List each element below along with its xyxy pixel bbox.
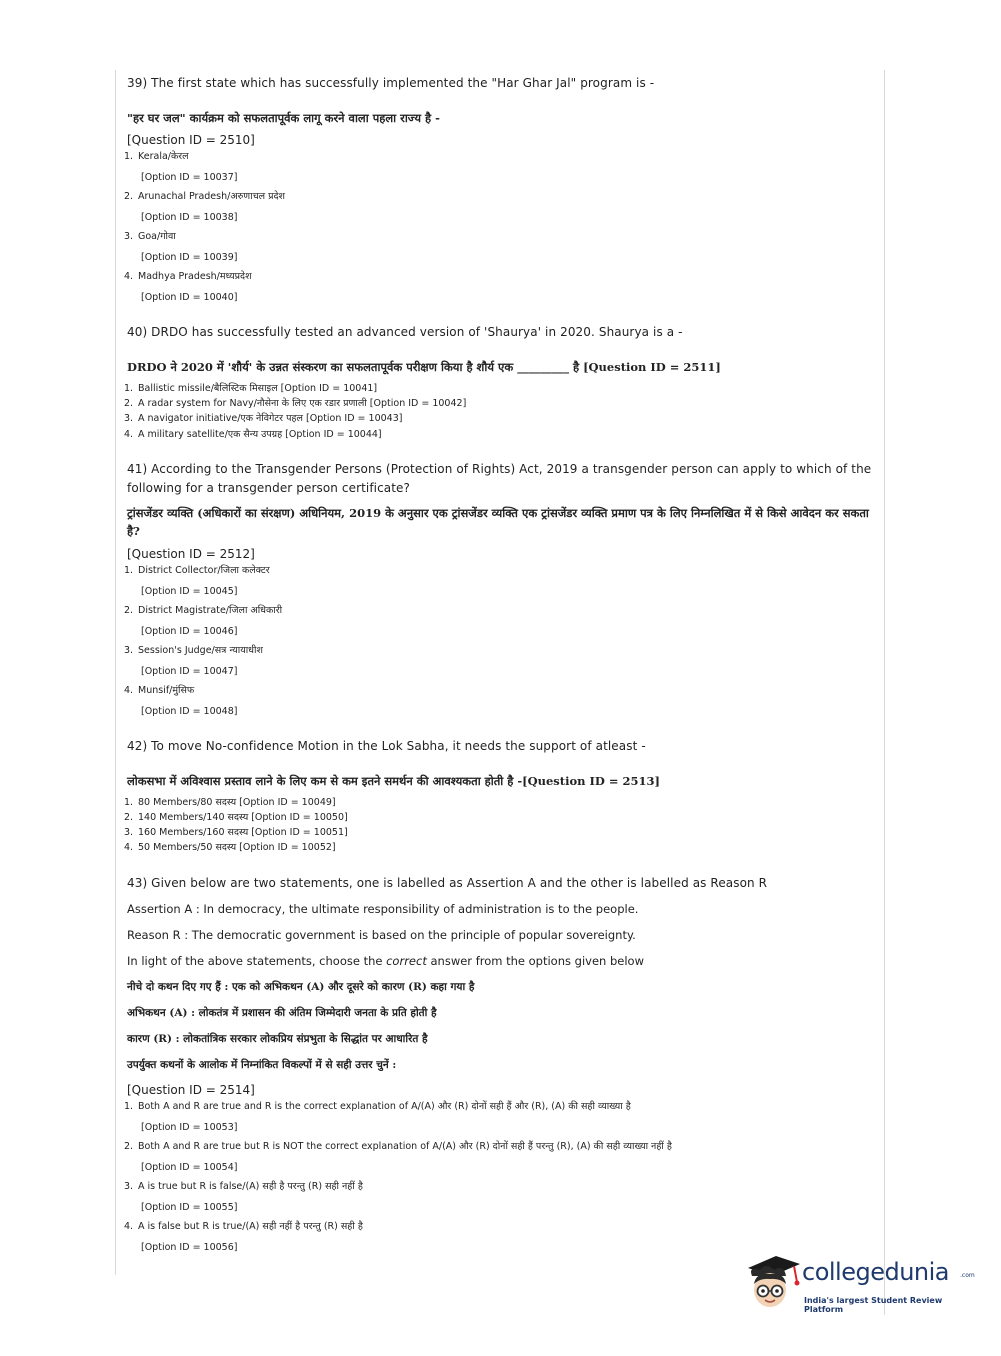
option-id: [Option ID = 10039]	[141, 252, 238, 263]
question-39-hindi: "हर घर जल" कार्यक्रम को सफलतापूर्वक लागू करने वाला पहला राज्य है -	[127, 111, 440, 125]
hindi-reason: कारण (R) : लोकतांत्रिक सरकार लोकप्रिय संप्रभुता के सिद्धांत पर आधारित है	[127, 1032, 428, 1045]
logo-name: collegedunia	[802, 1258, 950, 1286]
option-item: 2. Both A and R are true but R is NOT the correct explanation of A/(A) और (R) दोनों सही हैं परन्तु (R), (A) की सही व्याख्या नहीं है	[124, 1140, 672, 1152]
option-id: [Option ID = 10045]	[141, 585, 238, 597]
option-item: 4. 50 Members/50 सदस्य [Option ID = 10052]	[124, 842, 336, 854]
option-id: [Option ID = 10056]	[141, 1241, 238, 1253]
question-content	[124, 74, 877, 1259]
page-border-right	[884, 70, 885, 1315]
question-40-title: 40) DRDO has successfully tested an advanced version of 'Shaurya' in 2020. Shaurya is a -	[127, 325, 683, 339]
question-42	[124, 737, 877, 874]
collegedunia-logo[interactable]	[742, 1250, 975, 1320]
question-41-hindi: ट्रांसजेंडर व्यक्ति (अधिकारों का संरक्षण) अधिनियम, 2019 के अनुसार एक ट्रांसजेंडर व्यक्ति एक ट्रांसजेंडर व्यक्ति प्रमाण पत्र के लिए निम्नलिखित में से किसे आवेदन कर सकता है?	[127, 505, 869, 538]
option-item: 1. 80 Members/80 सदस्य [Option ID = 10049]	[124, 796, 336, 808]
page-border-left	[115, 70, 116, 1275]
option-item: 4. A military satellite/एक सैन्य उपग्रह [Option ID = 10044]	[124, 428, 382, 440]
option-id: [Option ID = 10048]	[141, 705, 238, 717]
question-39	[124, 74, 877, 305]
option-item: 3. Goa/गोवा	[124, 231, 176, 242]
option-item: 1. District Collector/जिला कलेक्टर	[124, 564, 270, 576]
option-id: [Option ID = 10046]	[141, 625, 238, 637]
question-42-hindi: लोकसभा में अविश्वास प्रस्ताव लाने के लिए कम से कम इतने समर्थन की आवश्यकता होती है -[Question ID = 2513]	[127, 773, 660, 788]
hindi-instruction: उपर्युक्त कथनों के आलोक में निम्नांकित विकल्पों में से सही उत्तर चुनें :	[127, 1058, 397, 1071]
mascot-icon	[742, 1250, 804, 1312]
option-item: 1. Both A and R are true and R is the correct explanation of A/(A) और (R) दोनों सही हैं और (R), (A) की सही व्याख्या है	[124, 1100, 631, 1112]
option-id: [Option ID = 10040]	[141, 292, 238, 303]
hindi-intro: नीचे दो कथन दिए गए हैं : एक को अभिकथन (A) और दूसरे को कारण (R) कहा गया है	[127, 980, 475, 993]
option-item: 4. Munsif/मुंसिफ	[124, 684, 195, 696]
reason-statement: Reason R : The democratic government is based on the principle of popular sovereignty.	[127, 927, 636, 942]
option-item: 3. Session's Judge/सत्र न्यायाधीश	[124, 644, 263, 656]
option-item: 1. Kerala/केरल	[124, 151, 189, 162]
option-id: [Option ID = 10037]	[141, 172, 238, 183]
option-item: 4. A is false but R is true/(A) सही नहीं है परन्तु (R) सही है	[124, 1220, 363, 1232]
option-id: [Option ID = 10053]	[141, 1121, 238, 1133]
question-43-title: 43) Given below are two statements, one is labelled as Assertion A and the other is labelled as Reason R	[127, 875, 768, 890]
option-id: [Option ID = 10038]	[141, 212, 238, 223]
question-42-title: 42) To move No-confidence Motion in the Lok Sabha, it needs the support of atleast -	[127, 738, 646, 753]
option-id: [Option ID = 10047]	[141, 665, 238, 677]
question-43	[124, 874, 877, 1255]
question-41-id: [Question ID = 2512]	[127, 546, 255, 561]
instruction-text: In light of the above statements, choose the correct answer from the options given below	[127, 953, 644, 968]
option-item: 2. Arunachal Pradesh/अरुणाचल प्रदेश	[124, 191, 285, 202]
question-40-hindi: DRDO ने 2020 में 'शौर्य' के उन्नत संस्करण का सफलतापूर्वक परीक्षण किया है शौर्य एक _________ है [Question ID = 2511]	[127, 360, 721, 374]
option-id: [Option ID = 10055]	[141, 1201, 238, 1213]
question-40	[124, 323, 877, 460]
question-43-id: [Question ID = 2514]	[127, 1082, 255, 1097]
question-39-title: 39) The first state which has successfully implemented the "Har Ghar Jal" program is -	[127, 76, 655, 90]
option-item: 3. A navigator initiative/एक नेविगेटर पहल [Option ID = 10043]	[124, 413, 403, 425]
option-item: 1. Ballistic missile/बैलिस्टिक मिसाइल [Option ID = 10041]	[124, 383, 378, 394]
question-41	[124, 460, 877, 719]
logo-suffix: .com	[960, 1272, 975, 1279]
option-item: 4. Madhya Pradesh/मध्यप्रदेश	[124, 271, 252, 282]
option-item: 2. 140 Members/140 सदस्य [Option ID = 10050]	[124, 812, 348, 824]
question-41-title: 41) According to the Transgender Persons (Protection of Rights) Act, 2019 a transgender person can apply to which of the following for a transgender person certificate?	[127, 461, 872, 495]
option-id: [Option ID = 10054]	[141, 1161, 238, 1173]
assertion-statement: Assertion A : In democracy, the ultimate responsibility of administration is to the people.	[127, 901, 639, 916]
hindi-assertion: अभिकथन (A) : लोकतंत्र में प्रशासन की अंतिम जिम्मेदारी जनता के प्रति होती है	[127, 1006, 437, 1019]
logo-tagline: India's largest Student Review Platform	[804, 1296, 943, 1314]
option-item: 3. 160 Members/160 सदस्य [Option ID = 10051]	[124, 827, 348, 839]
option-item: 2. District Magistrate/जिला अधिकारी	[124, 604, 283, 616]
question-39-id: [Question ID = 2510]	[127, 133, 255, 147]
option-item: 3. A is true but R is false/(A) सही है परन्तु (R) सही नहीं है	[124, 1180, 363, 1192]
option-item: 2. A radar system for Navy/नौसेना के लिए एक रडार प्रणाली [Option ID = 10042]	[124, 398, 467, 410]
